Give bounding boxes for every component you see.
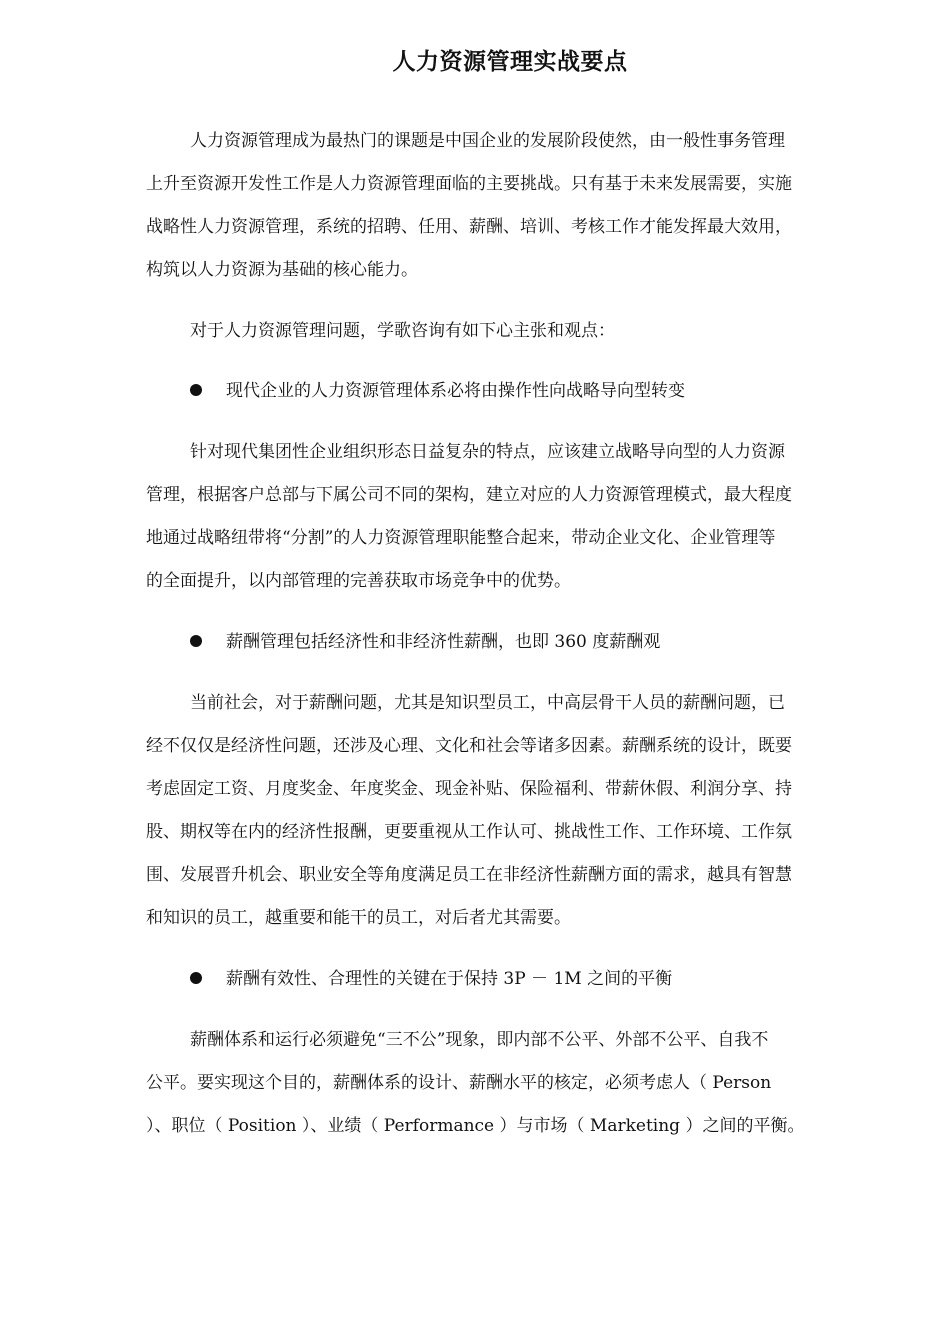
bullet-text: 现代企业的人力资源管理体系必将由操作性向战略导向型转变 — [226, 381, 685, 401]
paragraph-line: 股、期权等在内的经济性报酬，更要重视从工作认可、挑战性工作、工作环境、工作氛 — [146, 822, 792, 842]
paragraph-line: 公平。要实现这个目的，薪酬体系的设计、薪酬水平的核定，必须考虑人（ Person — [146, 1073, 772, 1093]
paragraph-line: 当前社会，对于薪酬问题，尤其是知识型员工，中高层骨干人员的薪酬问题，已 — [190, 693, 785, 713]
bullet-item — [190, 964, 930, 994]
paragraph-line: 针对现代集团性企业组织形态日益复杂的特点，应该建立战略导向型的人力资源 — [190, 442, 785, 462]
bullet-item — [190, 627, 930, 657]
document-title: 人力资源管理实战要点 — [392, 49, 628, 75]
paragraph-line: 围、发展晋升机会、职业安全等角度满足员工在非经济性薪酬方面的需求，越具有智慧 — [146, 865, 792, 885]
paragraph-line: 的全面提升，以内部管理的完善获取市场竞争中的优势。 — [146, 571, 571, 591]
paragraph-line: 薪酬体系和运行必须避免“三不公”现象，即内部不公平、外部不公平、自我不 — [190, 1030, 769, 1050]
intro-line: 对于人力资源管理问题，学歌咨询有如下心主张和观点： — [190, 321, 615, 341]
bullet-item — [190, 376, 930, 406]
paragraph-line: 战略性人力资源管理，系统的招聘、任用、薪酬、培训、考核工作才能发挥最大效用， — [146, 217, 792, 237]
paragraph-line: 地通过战略纽带将“分割”的人力资源管理职能整合起来，带动企业文化、企业管理等 — [146, 528, 776, 548]
bullet-dot-icon — [190, 635, 202, 647]
bullet-dot-icon — [190, 972, 202, 984]
paragraph-line: ）、职位（ Position ）、业绩（ Performance ）与市场（ Marketing ）之间的平衡。 — [146, 1116, 805, 1136]
paragraph-line: 上升至资源开发性工作是人力资源管理面临的主要挑战。只有基于未来发展需要，实施 — [146, 174, 792, 194]
paragraph-line: 和知识的员工，越重要和能干的员工，对后者尤其需要。 — [146, 908, 571, 928]
paragraph-line: 人力资源管理成为最热门的课题是中国企业的发展阶段使然，由一般性事务管理 — [190, 131, 785, 151]
paragraph-line: 经不仅仅是经济性问题，还涉及心理、文化和社会等诸多因素。薪酬系统的设计，既要 — [146, 736, 792, 756]
bullet-dot-icon — [190, 384, 202, 396]
bullet-text: 薪酬有效性、合理性的关键在于保持 3P － 1M 之间的平衡 — [226, 969, 673, 989]
paragraph-line: 管理，根据客户总部与下属公司不同的架构，建立对应的人力资源管理模式，最大程度 — [146, 485, 792, 505]
paragraph-line: 考虑固定工资、月度奖金、年度奖金、现金补贴、保险福利、带薪休假、利润分享、持 — [146, 779, 792, 799]
paragraph-line: 构筑以人力资源为基础的核心能力。 — [146, 260, 418, 280]
bullet-text: 薪酬管理包括经济性和非经济性薪酬，也即 360 度薪酬观 — [226, 632, 661, 652]
